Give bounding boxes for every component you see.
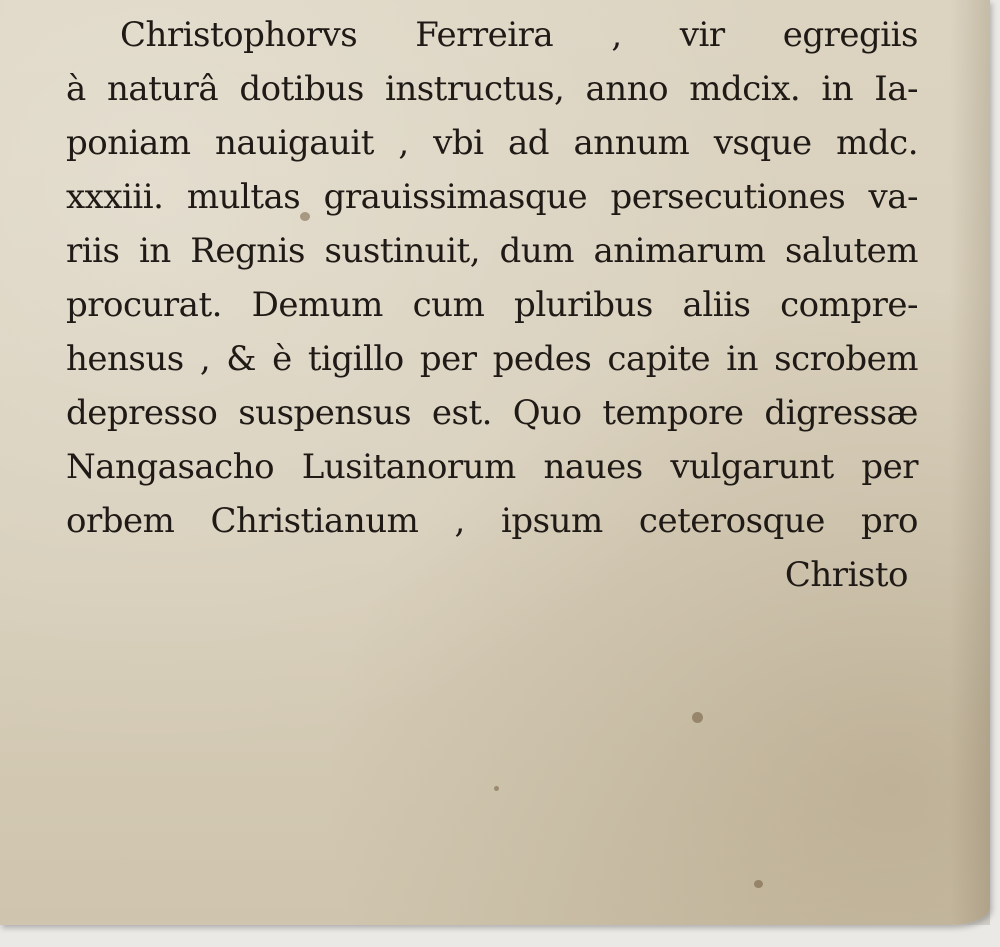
text-line: Nangasacho Lusitanorum naues vulgarunt per [66,447,918,487]
text-line: riis in Regnis sustinuit, dum animarum salutem [66,231,918,271]
catchword: Christo [784,555,908,595]
text-line: procurat. Demum cum pluribus aliis compre- [66,285,918,325]
text-line: orbem Christianum , ipsum ceterosque pro [66,501,918,541]
foxing-spot [494,786,499,791]
text-line: à naturâ dotibus instructus, anno mdcix. in Ia- [66,69,918,109]
text-line: Christophorvs Ferreira , vir egregiis [120,15,918,55]
body-text [66,8,918,548]
text-line: depresso suspensus est. Quo tempore digressæ [66,393,918,433]
text-line: poniam nauigauit , vbi ad annum vsque mdc. [66,123,918,163]
text-line: xxxiii. multas grauissimasque persecutiones va- [66,177,918,217]
text-line: hensus , & è tigillo per pedes capite in scrobem [66,339,918,379]
foxing-spot [692,712,703,723]
foxing-spot [754,880,763,888]
